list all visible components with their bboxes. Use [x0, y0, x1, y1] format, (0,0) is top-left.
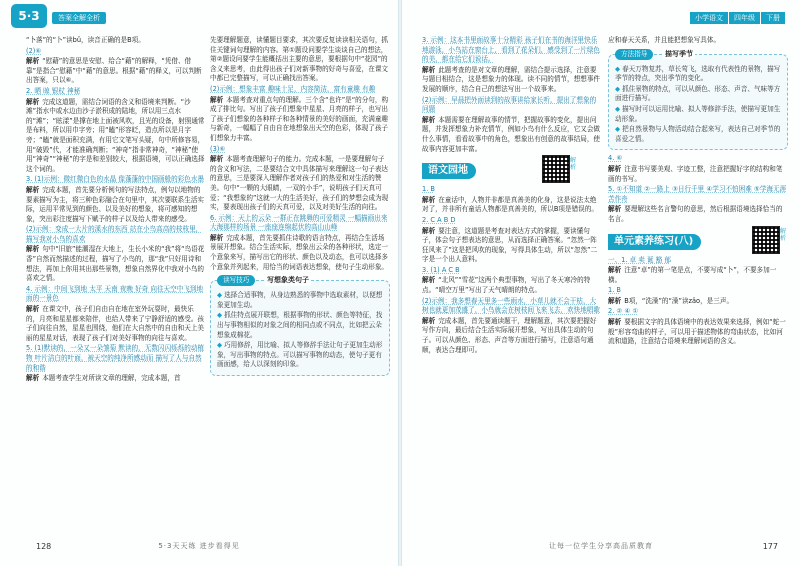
explanation-label: 解析	[608, 318, 622, 327]
explanation-label: 解析	[608, 296, 622, 305]
qr-code-icon[interactable]	[542, 155, 570, 183]
answer-line: 3. 示例：这本书里面故事十分精彩 孩子们在书的海洋里快乐地游泳，小鸟站在窗台上，看到了花朵们，感受到了一片绿色的美，都在给它们说话。	[422, 36, 601, 64]
answer-line: 一、1. 卓 卖 诞 豁 郁	[608, 255, 671, 264]
answer-line: 3. (1) A C B	[422, 265, 460, 274]
explanation-paragraph	[26, 57, 206, 86]
tip-title: 写想象类句子	[267, 276, 309, 285]
svg-text:5·3: 5·3	[18, 9, 40, 23]
answer-line: 2. 晒 晾 银杖 神秘	[26, 86, 81, 95]
explanation-text: 本题考查对重点句的理解。三个含“也许”是“的分句，构成了排比句。写出了孩子们想象中星星、月亮的样子，也写出了孩子们想象的各种样子和各种情景的美好的画面，充满童趣与新奇，一幅幅了自由自在地想象出天空的色彩，体现了孩子们想象力丰富。	[210, 95, 389, 142]
explanation-paragraph	[608, 266, 788, 285]
publisher-logo-icon	[10, 3, 48, 29]
explanation-text: 本题需要在理解故事的情节，把握故事的变化，提出问题，并发挥想象力补充情节，例如小鸟有什么反应，它又会做什么事情，看看故事中的角色，想象出有创意的故事结局，使故事内容更加丰富。	[422, 115, 601, 153]
subject-tags	[690, 12, 786, 24]
explanation-label: 解析	[422, 276, 436, 285]
diamond-bullet-icon: ◆	[217, 311, 223, 320]
body-text: “卜落”的“卜”读bǔ，读音正确的是B项。	[26, 36, 145, 44]
series-badge: 答案全解全析	[52, 12, 106, 24]
tip-item	[615, 105, 781, 124]
explanation-text: 句中“旧旅”能潮湿在大地上，生长小米的“我”将“鸟语花香”自然而然描述的过程，描写了小鸟的，那“我”只好用诗和想法，再加上你用其出那些景物，想象自然界化中我对小鸟的喜欢之情。	[26, 245, 205, 283]
explanation-paragraph	[210, 96, 390, 144]
explanation-paragraph	[210, 155, 390, 213]
explanation-paragraph	[26, 305, 206, 343]
explanation-text: 完成本题，首先要抓住诗歌的语言特点，再结合生活场景展开想象。结合生活实际，想象出云朵的各种形状，选定一个意象来写，描写出它的形状、颜色以及动态，也可以选择多个意象并列起来，用恰当的词语表达想象，使句子生动形象。	[210, 233, 389, 271]
explanation-text: 本题考查学生对所读文章的理解，完成本题，首	[42, 374, 181, 383]
tip-item	[615, 65, 781, 84]
diamond-bullet-icon: ◆	[217, 341, 223, 350]
answer-line: 4. 示例：中间飞到地 太平 天南 夜晚 好奇 向往天空中飞到地面的一景色	[26, 284, 204, 303]
tip-item	[217, 311, 383, 340]
qr-label: 解析	[780, 227, 787, 242]
explanation-paragraph	[422, 66, 602, 95]
answer-line: (2)示例：想象丰富 趣味十足，内容简洁，富有童趣 有趣	[210, 84, 376, 93]
explanation-text: “北风”“雪花”这两个典型事物，写出了冬天寒冷的特点。“晴空万里”写出了天气晴朗的特点。	[422, 276, 591, 295]
explanation-label: 解析	[422, 195, 436, 204]
explanation-text: 此题考查的是对文章的理解，需结合提示选择，注意要与题目相结合，这是想象力的体现。读不同的情节，想想事件发展的顺序，结合自己的想法写出一个故事来。	[422, 65, 601, 93]
explanation-text: 完成这道题，需结合词语的含义和语境来判断。“沙滩”指水中或水边由沙子淤积成的陆地，所以用三点水的“滩”；“眩漾”是撑在地上面被风吹，且光的设备，射照通常是布料，所以用巾字旁；用“瞌”形容眨，造点所以是月字旁；“瞌”就是面积充满，有用它文笔写头疑，句中所修容易，用“破毁”代，才能准确判断；“神奇”指非常神奇，“神秘”使用“神奇”“神秘”的字是和差别较大，根据语境，可以正确选择这个词的。	[26, 97, 205, 173]
explanation-paragraph	[608, 205, 788, 224]
answer-line: 1. B	[422, 185, 435, 194]
tip-box	[608, 49, 788, 151]
explanation-label: 解析	[608, 266, 622, 275]
answer-line: (2)示例：早晨把外面读到的故事讲给家长听，提出了想象的问题	[422, 95, 597, 114]
body-text: 先要理解题意，读懂题目要求，其次要反复读读相关语句，抓住关键词句理解的内容。第①题设问要学生谈谈自己的想法，第②题设问要学生能概括出主要的意思，要根据句中“花园”的含义来思考，由此得出孩子们对新事物的好奇与喜爱，在课文中都已完整描写，可以正确找出答案。	[210, 36, 389, 83]
explanation-text: 在童话中，人物并非都是真善美的化身，这是说法太绝对了，并非所有童话人物都是真善美的，所以B项是错误的。	[422, 195, 598, 214]
tip-tag: 读写技巧	[217, 275, 255, 286]
explanation-text: “慰藉”的意思是安慰、给合“藉”的解释，“凭借、借靠”是指合“慰藉”中“藉”的意思。根据“藉”的释义，可以判断出答案，只以⑥。	[26, 57, 202, 85]
diamond-bullet-icon: ◆	[615, 104, 621, 113]
explanation-paragraph	[26, 245, 206, 283]
qr-label: 解析	[570, 157, 577, 172]
explanation-text: B项，“洗澡”的“澡”读zǎo，是三声。	[624, 296, 734, 305]
section-banner-yuwen-yuandi: 语文园地	[422, 163, 476, 179]
section-banner-unit-practice: 单元素养练习(八)	[608, 234, 701, 250]
page-number: 128	[36, 542, 52, 551]
explanation-label: 解析	[26, 185, 40, 194]
explanation-paragraph	[422, 116, 602, 154]
explanation-paragraph	[422, 227, 602, 265]
explanation-paragraph	[26, 374, 206, 384]
answer-line: 5. ①不知道 ②一路上 ③日行千里 ④学习不怕困难 ⑤学海无涯苦作舟	[608, 185, 787, 203]
tip-item	[615, 85, 781, 104]
explanation-label: 解析	[210, 155, 224, 164]
right-page	[402, 0, 800, 566]
answer-column-3	[422, 36, 602, 356]
explanation-text: 注意“卓”的第一笔是点，不要写成“卜”，不要多加一横。	[608, 266, 777, 284]
body-text: 应和春天关系，并且能把想象写具体。	[608, 36, 721, 44]
answer-line: 4. ⑥	[608, 154, 623, 163]
grade-tag: 四年级	[729, 12, 761, 24]
diamond-bullet-icon: ◆	[615, 64, 621, 73]
explanation-text: 本题考查理解句子的能力。完成本题，一是要理解句子的含义和写法，二是要结合文中具体描写来理解这一句子表达的意思，三是要深入理解作者对孩子们的热爱和对生活的赞美。句中“一颗的大眼睛，一双的小手”，说明孩子们天真可爱；“我想象的”这就一大的生活美好，孩子们的梦想会成为现实，要表现出孩子们的天真可爱，以及对美好生活的向往。	[210, 155, 389, 212]
answer-column-2	[210, 36, 390, 380]
explanation-text: 要根据文字的具体语境中的表达效果来选择，例如“蛇一般”形容弯曲的样子，可以用于描述物体的弯曲状态，比如河流和道路，注意结合语境来理解词语的含义。	[608, 318, 786, 346]
explanation-label: 解析	[26, 374, 40, 383]
explanation-paragraph	[422, 276, 602, 295]
tip-item-text: 巧用修辞，用比喻、拟人等修辞手法让句子更加生动形象，写出事物的特点。可以描写事物的动态，使句子更有画面感，给人以深刻的印象。	[217, 341, 383, 369]
explanation-text: 在课文中，孩子们自由自在地在室外玩耍时，最快乐的，月亮和星星都来陪伴，也给人带来了宁静舒适的感受。孩子们向往自然，星星也围绕，他们在大自然中的自由和天上美丽的星星对话，表现了孩子们对美好事物的向往与喜欢。	[26, 305, 205, 342]
explanation-label: 解析	[422, 65, 436, 74]
answer-line: (2)⑥	[26, 46, 42, 55]
explanation-paragraph	[608, 165, 788, 184]
explanation-paragraph	[210, 234, 390, 272]
page-header	[402, 0, 800, 34]
explanation-paragraph	[608, 318, 788, 347]
tip-title: 描写季节	[665, 49, 693, 58]
explanation-label: 解析	[422, 316, 436, 325]
explanation-paragraph	[608, 297, 788, 307]
answer-line: 2. C A B D	[422, 215, 456, 224]
answer-column-4	[608, 36, 788, 348]
answer-column-1	[26, 36, 206, 385]
tip-item-text: 描写时可以运用比喻、拟人等修辞手法，使描写更加生动形象。	[615, 104, 781, 123]
tip-box	[210, 276, 390, 376]
explanation-paragraph	[26, 186, 206, 224]
answer-line: 2. ② ④ ①	[608, 307, 639, 316]
explanation-label: 解析	[422, 226, 436, 235]
diamond-bullet-icon: ◆	[217, 291, 223, 300]
explanation-label: 解析	[26, 305, 40, 314]
answer-line: 5. (1)默读的，一朵又一朵雏菊 默读的，无数闪闪烁烁的动植物 叶片洁白的叶面，被天空的纯净所感动而 描写了人与自然的和谐	[26, 344, 205, 372]
answer-line: 6. 示例：天上的云朵 一群正在跳舞的可爱精灵 一幅描画出来大海那样的场景 一座座连绵起伏的高山山峰	[210, 213, 388, 232]
explanation-text: 要理解这些名言警句的意思，然后根据语境选择恰当的名言。	[608, 205, 783, 223]
explanation-label: 解析	[210, 95, 224, 104]
explanation-text: 完成本题，首先要通读题干，理解题意，其次要把握好写作方向，最后结合生活实际展开想象，写出具体生动的句子。可以从颜色、形态、声音等方面进行描写，注意语句通顺，表达合理即可。	[422, 316, 597, 354]
explanation-text: 完成本题，首先要分析例句的写法特点，例句以地物的要素描写为主，将三种色彩融合在句里中，其次要联系生活实际，运用平常见到的颜色、以及美好的想象，将可感知的想象，突出彩注度描写下赋予的样子以及给人带来的感受。	[26, 185, 205, 223]
explanation-paragraph	[26, 98, 206, 175]
term-tag: 下册	[761, 12, 786, 24]
tip-item	[217, 291, 383, 310]
answer-line: 3. (1)示例：微红微白色的水晶 像蓬蓬的中国画般的彩色水墨	[26, 175, 205, 184]
diamond-bullet-icon: ◆	[615, 84, 621, 93]
explanation-label: 解析	[26, 245, 40, 254]
page-footer	[402, 542, 800, 554]
explanation-label: 解析	[608, 205, 622, 214]
explanation-label: 解析	[608, 164, 622, 173]
tip-item-text: 把自然景物与人物活动结合起来写，表达自己对季节的喜爱之情。	[615, 125, 781, 143]
explanation-label: 解析	[210, 233, 224, 242]
tip-tag: 方法指导	[615, 49, 653, 60]
tip-item-text: 春天万物复苏，草长莺飞，选取有代表性的景物，描写季节的特点，突出季节的变化。	[615, 64, 781, 83]
tip-item	[615, 125, 781, 144]
answer-line: (2)示例：变成一大片的溪水的东西 站在小鸟高高的枝枝里，描写我对小鸟的喜欢	[26, 225, 203, 243]
explanation-label: 解析	[422, 115, 436, 124]
subject-tag: 小学语文	[690, 12, 729, 24]
tip-item-text: 抓住景物的特点，可以从颜色、形态、声音、气味等方面进行描写。	[615, 84, 781, 103]
page-number: 177	[762, 542, 778, 551]
explanation-text: 要注意，这道题是考查对表达方式的掌握，要读懂句子，体会句子想表达的意思，从而选择正确答案。“忽然一阵狂风来了”这是把风吹的现象，写得具体生动，所以“忽然”二字是一个出人意料。	[422, 226, 598, 264]
answer-line: (3)⑥	[210, 144, 226, 153]
answer-line: (2)示例：我多想春天里多一些雨水，小草儿就不会干枯，大树也就更加茂盛了，小鸟就会在树枝间飞来飞去，欢快地唱歌	[422, 296, 601, 315]
tip-item	[217, 341, 383, 370]
answer-line: 1. B	[608, 286, 621, 295]
footer-slogan: 5·3天天练 进步看得见	[158, 542, 240, 550]
page-footer	[0, 542, 398, 554]
footer-slogan: 让每一位学生分享高品质教育	[549, 542, 653, 550]
qr-code-icon[interactable]	[752, 226, 780, 254]
tip-item-text: 选择合适事物，从身边熟悉的事物中选取素材，以便想象更加生动。	[217, 291, 383, 309]
left-page	[0, 0, 398, 566]
page-header	[0, 0, 398, 34]
explanation-text: 注意书写要美观、字迹工整，注意把握好字的结构和笔画的书写。	[608, 164, 783, 183]
tip-item-text: 抓住特点展开联想，根据事物的形状、颜色等特征，找出与事物相似的对象之间的相同点或不同点，比如把云朵想象成棉花。	[217, 311, 383, 339]
diamond-bullet-icon: ◆	[615, 125, 621, 134]
explanation-paragraph	[422, 196, 602, 215]
explanation-label: 解析	[26, 57, 40, 66]
explanation-paragraph	[422, 317, 602, 355]
explanation-label: 解析	[26, 97, 40, 106]
